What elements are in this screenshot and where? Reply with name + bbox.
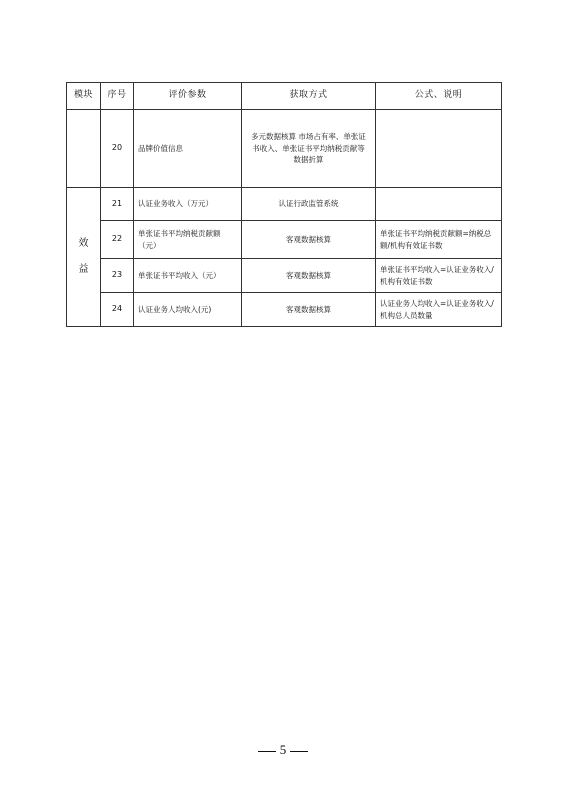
table-row xyxy=(67,293,502,327)
module-cell-empty xyxy=(67,110,101,188)
row-method: 客观数据核算 xyxy=(242,259,376,293)
row-param: 单张证书平均纳税贡献额（元） xyxy=(134,221,242,259)
row-number: 24 xyxy=(101,293,134,327)
page-number-value: 5 xyxy=(279,742,287,757)
row-note: 单张证书平均纳税贡献额=纳税总额/机构有效证书数 xyxy=(376,221,502,259)
row-number: 20 xyxy=(101,110,134,188)
table-row xyxy=(67,188,502,221)
row-param: 认证业务收入（万元） xyxy=(134,188,242,221)
page-number-dash-right xyxy=(290,751,308,752)
row-method: 多元数据核算 市场占有率、单张证书收入、单张证书平均纳税贡献等数据折算 xyxy=(242,110,376,188)
table-row xyxy=(67,110,502,188)
row-note: 单张证书平均收入=认证业务收入/机构有效证书数 xyxy=(376,259,502,293)
row-param: 单张证书平均收入（元） xyxy=(134,259,242,293)
row-number: 22 xyxy=(101,221,134,259)
header-formula: 公式、说明 xyxy=(376,83,502,110)
header-module: 模块 xyxy=(67,83,101,110)
row-param: 认证业务人均收入(元) xyxy=(134,293,242,327)
module-benefit: 效 益 xyxy=(67,188,101,327)
table-header-row xyxy=(67,83,502,110)
header-index: 序号 xyxy=(101,83,134,110)
evaluation-table xyxy=(66,82,502,327)
row-number: 21 xyxy=(101,188,134,221)
header-method: 获取方式 xyxy=(242,83,376,110)
page-number xyxy=(0,742,566,758)
row-method: 客观数据核算 xyxy=(242,293,376,327)
row-note: 认证业务人均收入=认证业务收入/机构总人员数量 xyxy=(376,293,502,327)
header-param: 评价参数 xyxy=(134,83,242,110)
page-number-dash-left xyxy=(258,751,276,752)
row-method: 客观数据核算 xyxy=(242,221,376,259)
row-param: 品牌价值信息 xyxy=(134,110,242,188)
row-method: 认证行政监管系统 xyxy=(242,188,376,221)
table-row xyxy=(67,259,502,293)
table-row xyxy=(67,221,502,259)
row-note xyxy=(376,188,502,221)
row-number: 23 xyxy=(101,259,134,293)
row-note xyxy=(376,110,502,188)
